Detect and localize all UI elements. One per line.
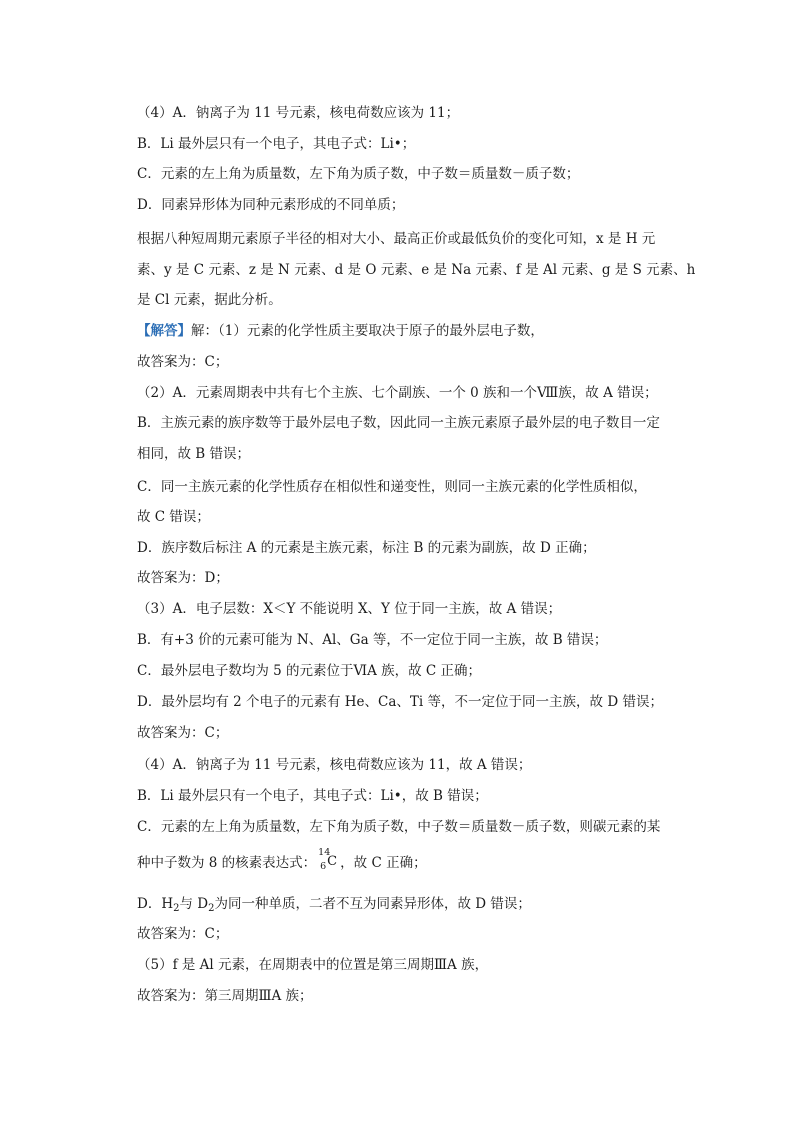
- text-line: 故答案为：D；: [137, 570, 229, 586]
- text-line: 故答案为：C；: [137, 926, 229, 942]
- text-line: 素、y 是 C 元素、z 是 N 元素、d 是 O 元素、e 是 Na 元素、f 是 Al 元素、g 是 S 元素、h: [137, 262, 696, 278]
- formula-line: [137, 895, 677, 913]
- text-line: 是 Cl 元素，据此分析。: [137, 292, 282, 308]
- text-line: C．最外层电子数均为 5 的元素位于ⅥA 族，故 C 正确；: [137, 663, 482, 679]
- text-line: （4）A．钠离子为 11 号元素，核电荷数应该为 11，故 A 错误；: [137, 757, 532, 773]
- text-line: D．族序数后标注 A 的元素是主族元素，标注 B 的元素为副族，故 D 正确；: [137, 540, 596, 556]
- text-line: B．主族元素的族序数等于最外层电子数，因此同一主族元素原子最外层的电子数目一定: [137, 415, 660, 431]
- subscript: 2: [173, 903, 180, 914]
- text-line: B．Li 最外层只有一个电子，其电子式：Li•；: [137, 136, 416, 152]
- text-line: （3）A．电子层数：X＜Y 不能说明 X、Y 位于同一主族，故 A 错误；: [137, 601, 562, 617]
- text-segment: 与 D: [179, 896, 209, 912]
- text-line: （2）A．元素周期表中共有七个主族、七个副族、一个 0 族和一个Ⅷ族，故 A 错误；: [137, 385, 658, 401]
- answer-tag: 【解答】: [137, 323, 191, 339]
- text-line: 故答案为：第三周期ⅢA 族；: [137, 988, 313, 1004]
- element-symbol: C: [327, 854, 338, 869]
- text-line: C．同一主族元素的化学性质存在相似性和递变性，则同一主族元素的化学性质相似，: [137, 479, 647, 495]
- nuclide-line: [137, 847, 677, 872]
- text-line: C．元素的左上角为质量数，左下角为质子数，中子数＝质量数－质子数，则碳元素的某: [137, 819, 661, 835]
- text-line: 相同，故 B 错误；: [137, 446, 251, 462]
- text-line: C．元素的左上角为质量数，左下角为质子数，中子数＝质量数－质子数；: [137, 166, 580, 182]
- text-segment: 种中子数为 8 的核素表达式：: [137, 855, 317, 871]
- text-line: 故答案为：C；: [137, 354, 229, 370]
- atomic-number: 6: [320, 861, 327, 872]
- nuclide-symbol: [318, 847, 338, 872]
- text-line: 故 C 错误；: [137, 509, 210, 525]
- text-line: 故答案为：C；: [137, 725, 229, 741]
- text-line: B．有+3 价的元素可能为 N、Al、Ga 等，不一定位于同一主族，故 B 错误；: [137, 632, 608, 648]
- subscript: 2: [208, 903, 215, 914]
- answer-heading-line: [137, 322, 677, 340]
- text-line: 根据八种短周期元素原子半径的相对大小、最高正价或最低负价的变化可知，x 是 H 元: [137, 231, 656, 247]
- text-line: D．最外层均有 2 个电子的元素有 He、Ca、Ti 等，不一定位于同一主族，故 D 错误；: [137, 694, 663, 710]
- text-line: B．Li 最外层只有一个电子，其电子式：Li•，故 B 错误；: [137, 788, 488, 804]
- text-line: D．同素异形体为同种元素形成的不同单质；: [137, 197, 405, 213]
- answer-intro-text: 解：（1）元素的化学性质主要取决于原子的最外层电子数，: [191, 323, 544, 339]
- text-segment: ，故 C 正确；: [340, 855, 427, 871]
- text-line: （5）f 是 Al 元素，在周期表中的位置是第三周期ⅢA 族，: [137, 957, 489, 973]
- text-segment: D．H: [137, 896, 174, 912]
- text-line: （4）A．钠离子为 11 号元素，核电荷数应该为 11；: [137, 105, 460, 121]
- text-segment: 为同一种单质，二者不互为同素异形体，故 D 错误；: [214, 896, 531, 912]
- mass-number: 14: [318, 847, 331, 858]
